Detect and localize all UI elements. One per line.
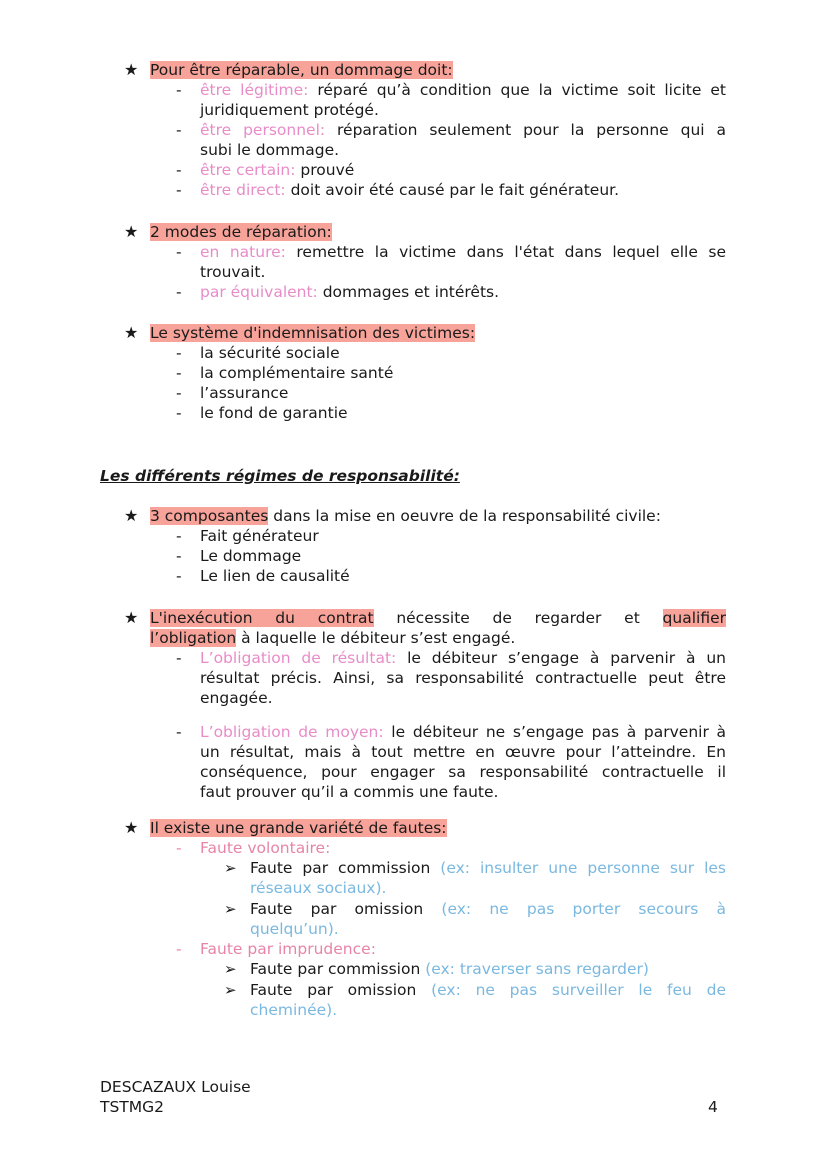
list-item-cont: faut prouver qu’il a commis une faute. xyxy=(200,783,499,801)
dash-bullet: - xyxy=(176,121,182,139)
dash-bullet: - xyxy=(176,81,182,99)
dash-bullet: - xyxy=(176,940,182,958)
star-bullet-icon: ★ xyxy=(124,506,139,525)
list-item: être personnel: réparation seulement pour la personne qui a xyxy=(200,121,726,139)
star-bullet-icon: ★ xyxy=(124,608,139,627)
dash-bullet: - xyxy=(176,181,182,199)
dash-bullet: - xyxy=(176,649,182,667)
dash-bullet: - xyxy=(176,723,182,741)
list-item-cont: un résultat, mais à tout mettre en œuvre pour l’atteindre. En xyxy=(200,743,726,761)
footer-author: DESCAZAUX Louise xyxy=(100,1078,251,1096)
list-item: par équivalent: dommages et intérêts. xyxy=(200,283,500,301)
list-item: en nature: remettre la victime dans l'état dans lequel elle se xyxy=(200,243,726,261)
dash-bullet: - xyxy=(176,567,182,585)
sub-list-item-cont: cheminée). xyxy=(250,1001,338,1019)
arrow-bullet-icon: ➢ xyxy=(224,960,237,978)
list-item: Le dommage xyxy=(200,547,302,565)
list-item: être légitime: réparé qu’à condition que la victime soit licite et xyxy=(200,81,727,99)
star-bullet-icon: ★ xyxy=(124,323,139,342)
dash-bullet: - xyxy=(176,161,182,179)
page-number: 4 xyxy=(708,1098,718,1116)
list-item: Faute par imprudence: xyxy=(200,940,376,958)
dash-bullet: - xyxy=(176,404,182,422)
sub-list-item-cont: réseaux sociaux). xyxy=(250,879,387,897)
sub-list-item: Faute par omission (ex: ne pas porter secours à xyxy=(250,900,726,918)
list-item: Le lien de causalité xyxy=(200,567,350,585)
section-title-modes: 2 modes de réparation: xyxy=(150,223,332,241)
section-title-inexecution-cont: l’obligation à laquelle le débiteur s’est engagé. xyxy=(150,629,516,647)
list-item: la sécurité sociale xyxy=(200,344,340,362)
list-item-cont: subi le dommage. xyxy=(200,141,340,159)
section-title-inexecution: L'inexécution du contrat nécessite de regarder et qualifier xyxy=(150,609,726,627)
list-item: Fait générateur xyxy=(200,527,319,545)
arrow-bullet-icon: ➢ xyxy=(224,900,237,918)
dash-bullet: - xyxy=(176,384,182,402)
list-item: être certain: prouvé xyxy=(200,161,355,179)
list-item-cont: résultat précis. Ainsi, sa responsabilité contractuelle peut être xyxy=(200,669,726,687)
list-item: l’assurance xyxy=(200,384,289,402)
section-title-composantes: 3 composantes dans la mise en oeuvre de la responsabilité civile: xyxy=(150,507,661,525)
list-item-cont: conséquence, pour engager sa responsabilité contractuelle il xyxy=(200,763,726,781)
dash-bullet: - xyxy=(176,243,182,261)
sub-list-item: Faute par omission (ex: ne pas surveiller le feu de xyxy=(250,981,726,999)
list-item: L’obligation de moyen: le débiteur ne s’engage pas à parvenir à xyxy=(200,723,727,741)
footer-class: TSTMG2 xyxy=(100,1098,165,1116)
list-item: la complémentaire santé xyxy=(200,364,394,382)
list-item: le fond de garantie xyxy=(200,404,348,422)
section-title-indemnisation: Le système d'indemnisation des victimes: xyxy=(150,324,476,342)
section-title-fautes: Il existe une grande variété de fautes: xyxy=(150,819,447,837)
dash-bullet: - xyxy=(176,839,182,857)
list-item-cont: trouvait. xyxy=(200,263,266,281)
sub-list-item: Faute par commission (ex: traverser sans regarder) xyxy=(250,960,649,978)
arrow-bullet-icon: ➢ xyxy=(224,859,237,877)
list-item: Faute volontaire: xyxy=(200,839,331,857)
list-item: L’obligation de résultat: le débiteur s’engage à parvenir à un xyxy=(200,649,726,667)
dash-bullet: - xyxy=(176,527,182,545)
sub-list-item-cont: quelqu’un). xyxy=(250,920,339,938)
list-item-cont: engagée. xyxy=(200,689,273,707)
star-bullet-icon: ★ xyxy=(124,222,139,241)
dash-bullet: - xyxy=(176,364,182,382)
list-item: être direct: doit avoir été causé par le fait générateur. xyxy=(200,181,620,199)
dash-bullet: - xyxy=(176,283,182,301)
dash-bullet: - xyxy=(176,547,182,565)
section-heading: Les différents régimes de responsabilité: xyxy=(100,467,460,485)
star-bullet-icon: ★ xyxy=(124,60,139,79)
dash-bullet: - xyxy=(176,344,182,362)
section-title-reparable: Pour être réparable, un dommage doit: xyxy=(150,61,453,79)
sub-list-item: Faute par commission (ex: insulter une personne sur les xyxy=(250,859,726,877)
star-bullet-icon: ★ xyxy=(124,818,139,837)
list-item-cont: juridiquement protégé. xyxy=(200,101,379,119)
arrow-bullet-icon: ➢ xyxy=(224,981,237,999)
